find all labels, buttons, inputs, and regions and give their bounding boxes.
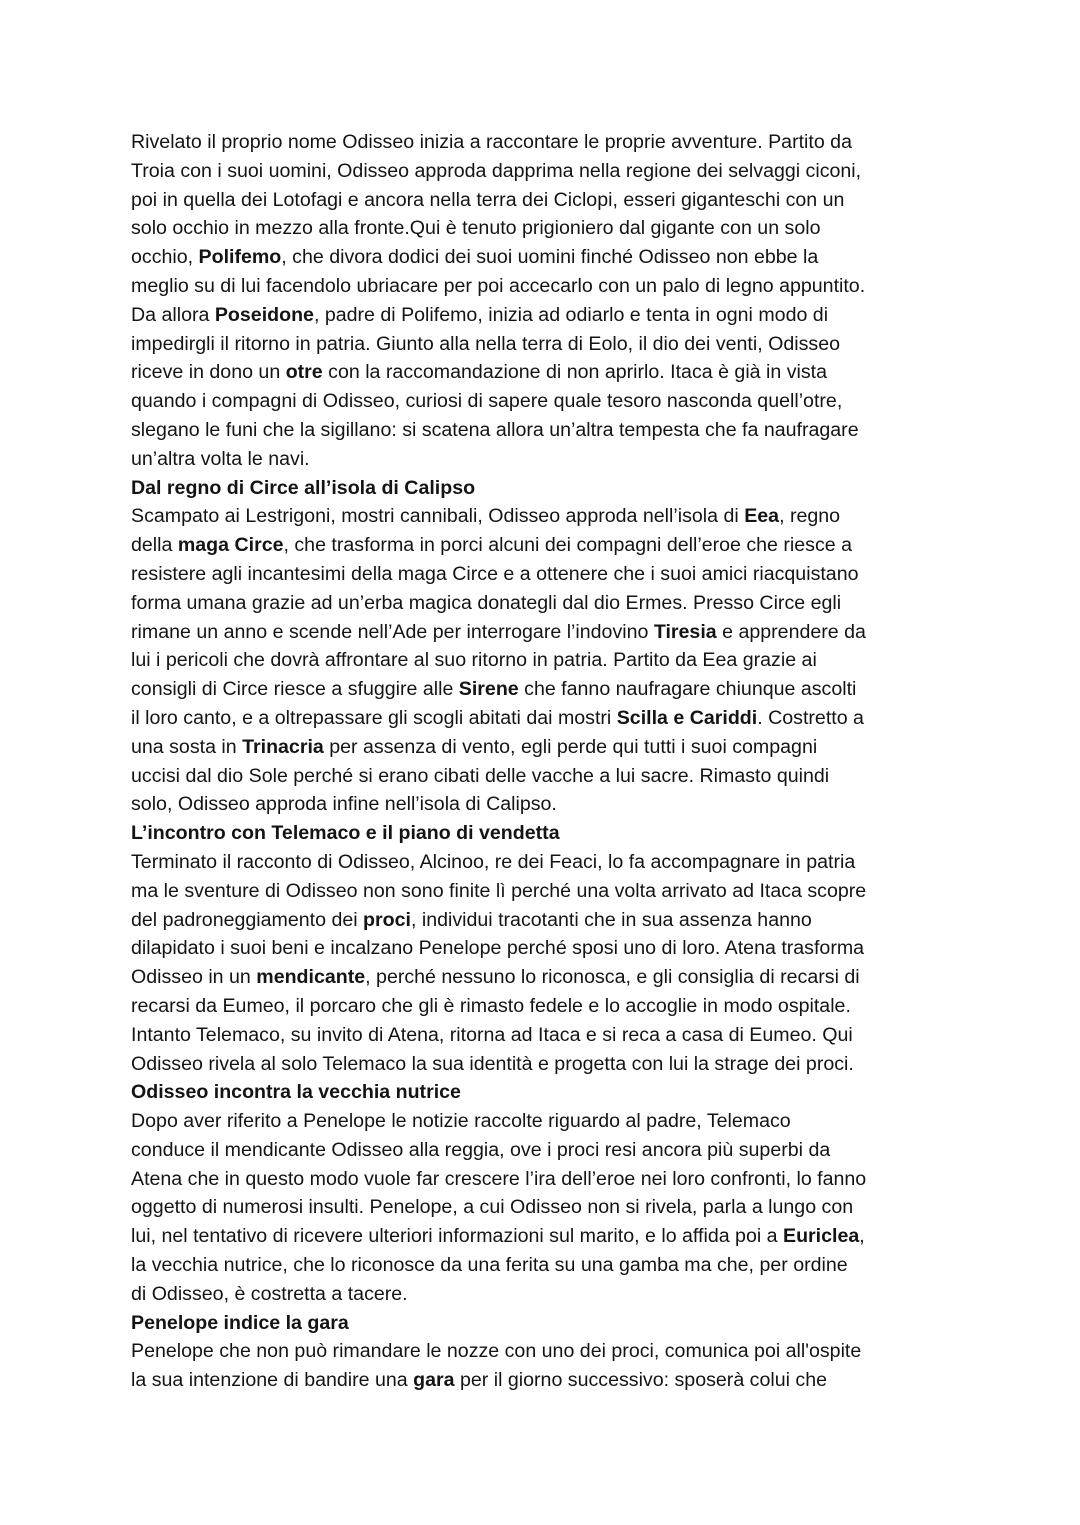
text-line bbox=[131, 733, 971, 762]
text-line bbox=[131, 646, 971, 675]
bold-term: Eea bbox=[744, 505, 780, 528]
text-line bbox=[131, 963, 971, 992]
text-run: e apprendere da bbox=[716, 620, 866, 643]
text-line bbox=[131, 416, 971, 445]
bold-term: mendicante bbox=[256, 966, 366, 989]
text-run: solo occhio in mezzo alla fronte.Qui è tenuto prigioniero dal gigante con un solo bbox=[131, 217, 821, 240]
text-run: un’altra volta le navi. bbox=[131, 447, 310, 470]
text-line bbox=[131, 589, 971, 618]
text-run: Dopo aver riferito a Penelope le notizie raccolte riguardo al padre, Telemaco bbox=[131, 1110, 791, 1133]
text-run: la vecchia nutrice, che lo riconosce da una ferita su una gamba ma che, per ordine bbox=[131, 1254, 848, 1277]
text-line bbox=[131, 157, 971, 186]
text-run: riceve in dono un bbox=[131, 361, 286, 384]
text-run: uccisi dal dio Sole perché si erano cibati delle vacche a lui sacre. Rimasto quindi bbox=[131, 764, 830, 787]
text-line bbox=[131, 358, 971, 387]
text-line bbox=[131, 474, 971, 503]
text-run: recarsi da Eumeo, il porcaro che gli è rimasto fedele e lo accoglie in modo ospitale. bbox=[131, 994, 851, 1017]
text-line bbox=[131, 790, 971, 819]
text-run: Troia con i suoi uomini, Odisseo approda dapprima nella regione dei selvaggi ciconi, bbox=[131, 159, 862, 182]
text-run: Odisseo in un bbox=[131, 966, 257, 989]
bold-term: Sirene bbox=[458, 678, 519, 701]
bold-term: otre bbox=[285, 361, 323, 384]
text-run: che fanno naufragare chiunque ascolti bbox=[518, 678, 857, 701]
text-run: ma le sventure di Odisseo non sono finite lì perché una volta arrivato ad Itaca scopre bbox=[131, 879, 867, 902]
text-line bbox=[131, 502, 971, 531]
text-line bbox=[131, 1222, 971, 1251]
text-run: Terminato il racconto di Odisseo, Alcinoo, re dei Feaci, lo fa accompagnare in patria bbox=[131, 850, 856, 873]
bold-term: Tiresia bbox=[653, 620, 717, 643]
text-run: per assenza di vento, egli perde qui tutti i suoi compagni bbox=[323, 735, 818, 758]
text-line bbox=[131, 1309, 971, 1338]
text-run: consigli di Circe riesce a sfuggire alle bbox=[131, 678, 459, 701]
text-run: Da allora bbox=[131, 303, 215, 326]
text-run: impedirgli il ritorno in patria. Giunto alla nella terra di Eolo, il dio dei venti, Odisseo bbox=[131, 332, 840, 355]
bold-term: Trinacria bbox=[242, 735, 324, 758]
text-run: Odisseo rivela al solo Telemaco la sua identità e progetta con lui la strage dei proci. bbox=[131, 1052, 854, 1075]
text-run: solo, Odisseo approda infine nell’isola di Calipso. bbox=[131, 793, 557, 816]
bold-term: Euriclea bbox=[783, 1225, 860, 1248]
text-run: Penelope indice la gara bbox=[131, 1311, 349, 1334]
text-line bbox=[131, 1078, 971, 1107]
text-line bbox=[131, 1107, 971, 1136]
text-run: del padroneggiamento dei bbox=[131, 908, 364, 931]
text-run: lui, nel tentativo di ricevere ulteriori informazioni sul marito, e lo affida poi a bbox=[131, 1225, 783, 1248]
section-heading bbox=[131, 474, 971, 503]
paragraph bbox=[131, 848, 971, 1078]
bold-term: Polifemo bbox=[198, 246, 282, 269]
text-line bbox=[131, 1021, 971, 1050]
text-run: meglio su di lui facendolo ubriacare per poi accecarlo con un palo di legno appuntito. bbox=[131, 274, 866, 297]
text-line bbox=[131, 301, 971, 330]
paragraph bbox=[131, 1337, 971, 1395]
text-line bbox=[131, 877, 971, 906]
text-run: il loro canto, e a oltrepassare gli scogli abitati dai mostri bbox=[131, 706, 617, 729]
text-run: dilapidato i suoi beni e incalzano Penelope perché sposi uno di loro. Atena trasforma bbox=[131, 937, 865, 960]
text-line bbox=[131, 330, 971, 359]
bold-term: Scilla e Cariddi bbox=[616, 706, 758, 729]
text-run: , padre di Polifemo, inizia ad odiarlo e tenta in ogni modo di bbox=[313, 303, 829, 326]
bold-term: gara bbox=[413, 1369, 455, 1392]
text-line bbox=[131, 1366, 971, 1395]
text-run: Atena che in questo modo vuole far crescere l’ira dell’eroe nei loro confronti, lo fanno bbox=[131, 1167, 867, 1190]
text-run: , che trasforma in porci alcuni dei compagni dell’eroe che riesce a bbox=[283, 534, 853, 557]
text-run: lui i pericoli che dovrà affrontare al suo ritorno in patria. Partito da Eea grazie ai bbox=[131, 649, 817, 672]
text-run: Penelope che non può rimandare le nozze con uno dei proci, comunica poi all'ospite bbox=[131, 1340, 862, 1363]
paragraph bbox=[131, 502, 971, 819]
text-line bbox=[131, 186, 971, 215]
bold-term: maga Circe bbox=[177, 534, 284, 557]
text-run: , bbox=[859, 1225, 865, 1248]
text-run: . Costretto a bbox=[757, 706, 864, 729]
text-run: slegano le funi che la sigillano: si scatena allora un’altra tempesta che fa naufragare bbox=[131, 418, 859, 441]
text-run: Intanto Telemaco, su invito di Atena, ritorna ad Itaca e si reca a casa di Eumeo. Qui bbox=[131, 1023, 853, 1046]
bold-term: Poseidone bbox=[214, 303, 314, 326]
text-run: rimane un anno e scende nell’Ade per interrogare l’indovino bbox=[131, 620, 654, 643]
text-run: occhio, bbox=[131, 246, 199, 269]
text-run: L’incontro con Telemaco e il piano di vendetta bbox=[131, 822, 560, 845]
text-line bbox=[131, 704, 971, 733]
text-run: , che divora dodici dei suoi uomini finché Odisseo non ebbe la bbox=[281, 246, 819, 269]
text-line bbox=[131, 243, 971, 272]
text-run: , regno bbox=[779, 505, 841, 528]
text-line bbox=[131, 618, 971, 647]
text-line bbox=[131, 128, 971, 157]
text-line bbox=[131, 906, 971, 935]
text-run: quando i compagni di Odisseo, curiosi di sapere quale tesoro nasconda quell’otre, bbox=[131, 390, 843, 413]
text-line bbox=[131, 1337, 971, 1366]
text-run: Dal regno di Circe all’isola di Calipso bbox=[131, 476, 476, 499]
text-line bbox=[131, 1050, 971, 1079]
text-line bbox=[131, 1136, 971, 1165]
text-run: Scampato ai Lestrigoni, mostri cannibali, Odisseo approda nell’isola di bbox=[131, 505, 745, 528]
text-run: per il giorno successivo: sposerà colui che bbox=[454, 1369, 827, 1392]
text-line bbox=[131, 1280, 971, 1309]
text-run: Odisseo incontra la vecchia nutrice bbox=[131, 1081, 461, 1104]
bold-term: proci bbox=[363, 908, 411, 931]
text-line bbox=[131, 848, 971, 877]
text-line bbox=[131, 1251, 971, 1280]
paragraph bbox=[131, 128, 971, 474]
text-run: Rivelato il proprio nome Odisseo inizia a raccontare le proprie avventure. Partito da bbox=[131, 131, 852, 153]
text-line bbox=[131, 387, 971, 416]
text-line bbox=[131, 445, 971, 474]
text-line bbox=[131, 762, 971, 791]
text-run: resistere agli incantesimi della maga Circe e a ottenere che i suoi amici riacquistano bbox=[131, 562, 859, 585]
text-line bbox=[131, 1193, 971, 1222]
text-run: la sua intenzione di bandire una bbox=[131, 1369, 414, 1392]
text-line bbox=[131, 1165, 971, 1194]
text-run: poi in quella dei Lotofagi e ancora nella terra dei Ciclopi, esseri giganteschi con un bbox=[131, 188, 845, 211]
text-run: di Odisseo, è costretta a tacere. bbox=[131, 1282, 408, 1305]
text-run: con la raccomandazione di non aprirlo. Itaca è già in vista bbox=[322, 361, 827, 384]
text-line bbox=[131, 531, 971, 560]
text-line bbox=[131, 992, 971, 1021]
text-run: oggetto di numerosi insulti. Penelope, a cui Odisseo non si rivela, parla a lungo con bbox=[131, 1196, 854, 1219]
text-line bbox=[131, 819, 971, 848]
section-heading bbox=[131, 1309, 971, 1338]
text-line bbox=[131, 934, 971, 963]
text-run: , individui tracotanti che in sua assenza hanno bbox=[410, 908, 812, 931]
text-line bbox=[131, 675, 971, 704]
paragraph bbox=[131, 1107, 971, 1309]
section-heading bbox=[131, 819, 971, 848]
section-heading bbox=[131, 1078, 971, 1107]
text-run: una sosta in bbox=[131, 735, 243, 758]
text-line bbox=[131, 272, 971, 301]
text-run: , perché nessuno lo riconosca, e gli consiglia di recarsi di bbox=[365, 966, 860, 989]
text-line bbox=[131, 560, 971, 589]
text-run: forma umana grazie ad un’erba magica donategli dal dio Ermes. Presso Circe egli bbox=[131, 591, 842, 614]
text-run: della bbox=[131, 534, 178, 557]
document-page bbox=[131, 128, 971, 1395]
text-line bbox=[131, 214, 971, 243]
text-run: conduce il mendicante Odisseo alla reggia, ove i proci resi ancora più superbi da bbox=[131, 1138, 831, 1161]
